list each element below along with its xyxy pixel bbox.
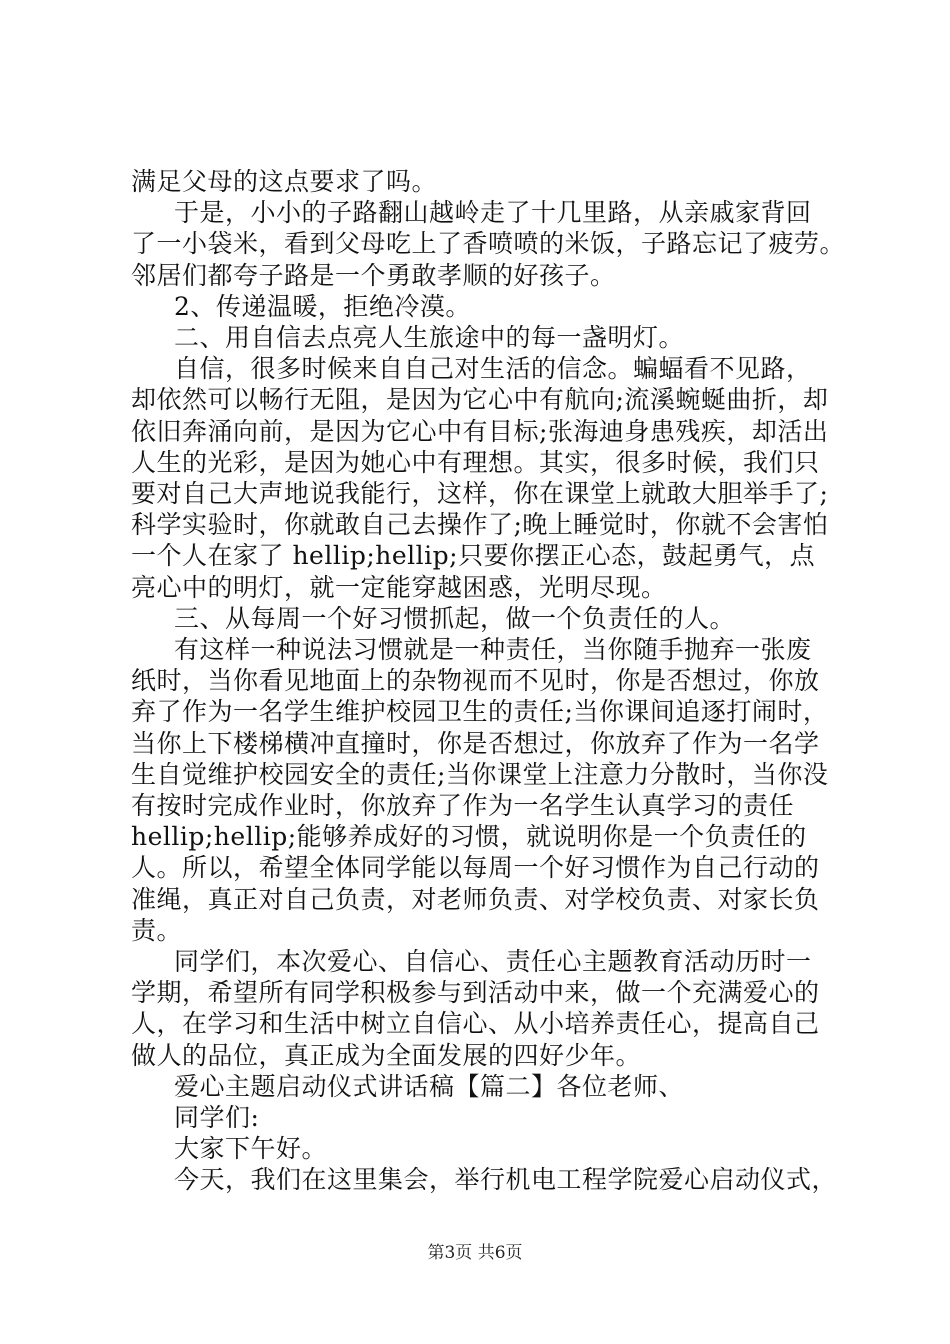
text-line: 纸时，当你看见地面上的杂物视而不见时，你是否想过，你放 [131, 666, 820, 695]
text-line: 人。所以，希望全体同学能以每周一个好习惯作为自己行动的 [131, 853, 820, 882]
text-line: 做人的品位，真正成为全面发展的四好少年。 [131, 1041, 642, 1070]
text-line: 人，在学习和生活中树立自信心、从小培养责任心，提高自己 [131, 1009, 820, 1038]
text-line: 今天，我们在这里集会，举行机电工程学院爱心启动仪式， [174, 1165, 838, 1194]
text-line: 人生的光彩，是因为她心中有理想。其实，很多时候，我们只 [131, 448, 820, 477]
text-line: 三、从每周一个好习惯抓起，做一个负责任的人。 [174, 604, 736, 633]
text-line: 却依然可以畅行无阻，是因为它心中有航向;流溪蜿蜒曲折，却 [131, 385, 829, 414]
text-line: 弃了作为一名学生维护校园卫生的责任;当你课间追逐打闹时， [131, 697, 829, 726]
text-line: 依旧奔涌向前，是因为它心中有目标;张海迪身患残疾，却活出 [131, 417, 829, 446]
text-line: 当你上下楼梯横冲直撞时，你是否想过，你放弃了作为一名学 [131, 729, 820, 758]
text-line: 责。 [131, 916, 183, 945]
text-line: 2、传递温暖，拒绝冷漠。 [174, 292, 471, 321]
text-line: 了一小袋米，看到父母吃上了香喷喷的米饭，子路忘记了疲劳。 [131, 229, 846, 258]
text-line: 生自觉维护校园安全的责任;当你课堂上注意力分散时，当你没 [131, 760, 829, 789]
page-footer: 第3页 共6页 [427, 1243, 523, 1263]
text-line: 学期，希望所有同学积极参与到活动中来，做一个充满爱心的 [131, 978, 820, 1007]
text-line: 邻居们都夸子路是一个勇敢孝顺的好孩子。 [131, 261, 616, 290]
text-line: 大家下午好。 [174, 1134, 328, 1163]
text-line: 科学实验时，你就敢自己去操作了;晚上睡觉时，你就不会害怕 [131, 510, 829, 539]
text-line: 二、用自信去点亮人生旅途中的每一盏明灯。 [174, 323, 685, 352]
text-line: 有这样一种说法习惯就是一种责任，当你随手抛弃一张废 [174, 635, 812, 664]
text-line: 同学们: [174, 1103, 260, 1132]
text-line: 有按时完成作业时，你放弃了作为一名学生认真学习的责任 [131, 791, 795, 820]
text-line: 一个人在家了 hellip;hellip;只要你摆正心态，鼓起勇气，点 [131, 541, 816, 570]
text-line: 亮心中的明灯，就一定能穿越困惑，光明尽现。 [131, 573, 667, 602]
text-line: hellip;hellip;能够养成好的习惯，就说明你是一个负责任的 [131, 822, 807, 851]
text-line: 爱心主题启动仪式讲话稿【篇二】各位老师、 [174, 1072, 685, 1101]
text-line: 要对自己大声地说我能行，这样，你在课堂上就敢大胆举手了; [131, 479, 829, 508]
text-line: 准绳，真正对自己负责，对老师负责、对学校负责、对家长负 [131, 885, 820, 914]
text-line: 满足父母的这点要求了吗。 [131, 167, 438, 196]
text-line: 自信，很多时候来自自己对生活的信念。蝙蝠看不见路， [174, 354, 812, 383]
text-line: 同学们，本次爱心、自信心、责任心主题教育活动历时一 [174, 947, 812, 976]
text-line: 于是，小小的子路翻山越岭走了十几里路，从亲戚家背回 [174, 198, 812, 227]
